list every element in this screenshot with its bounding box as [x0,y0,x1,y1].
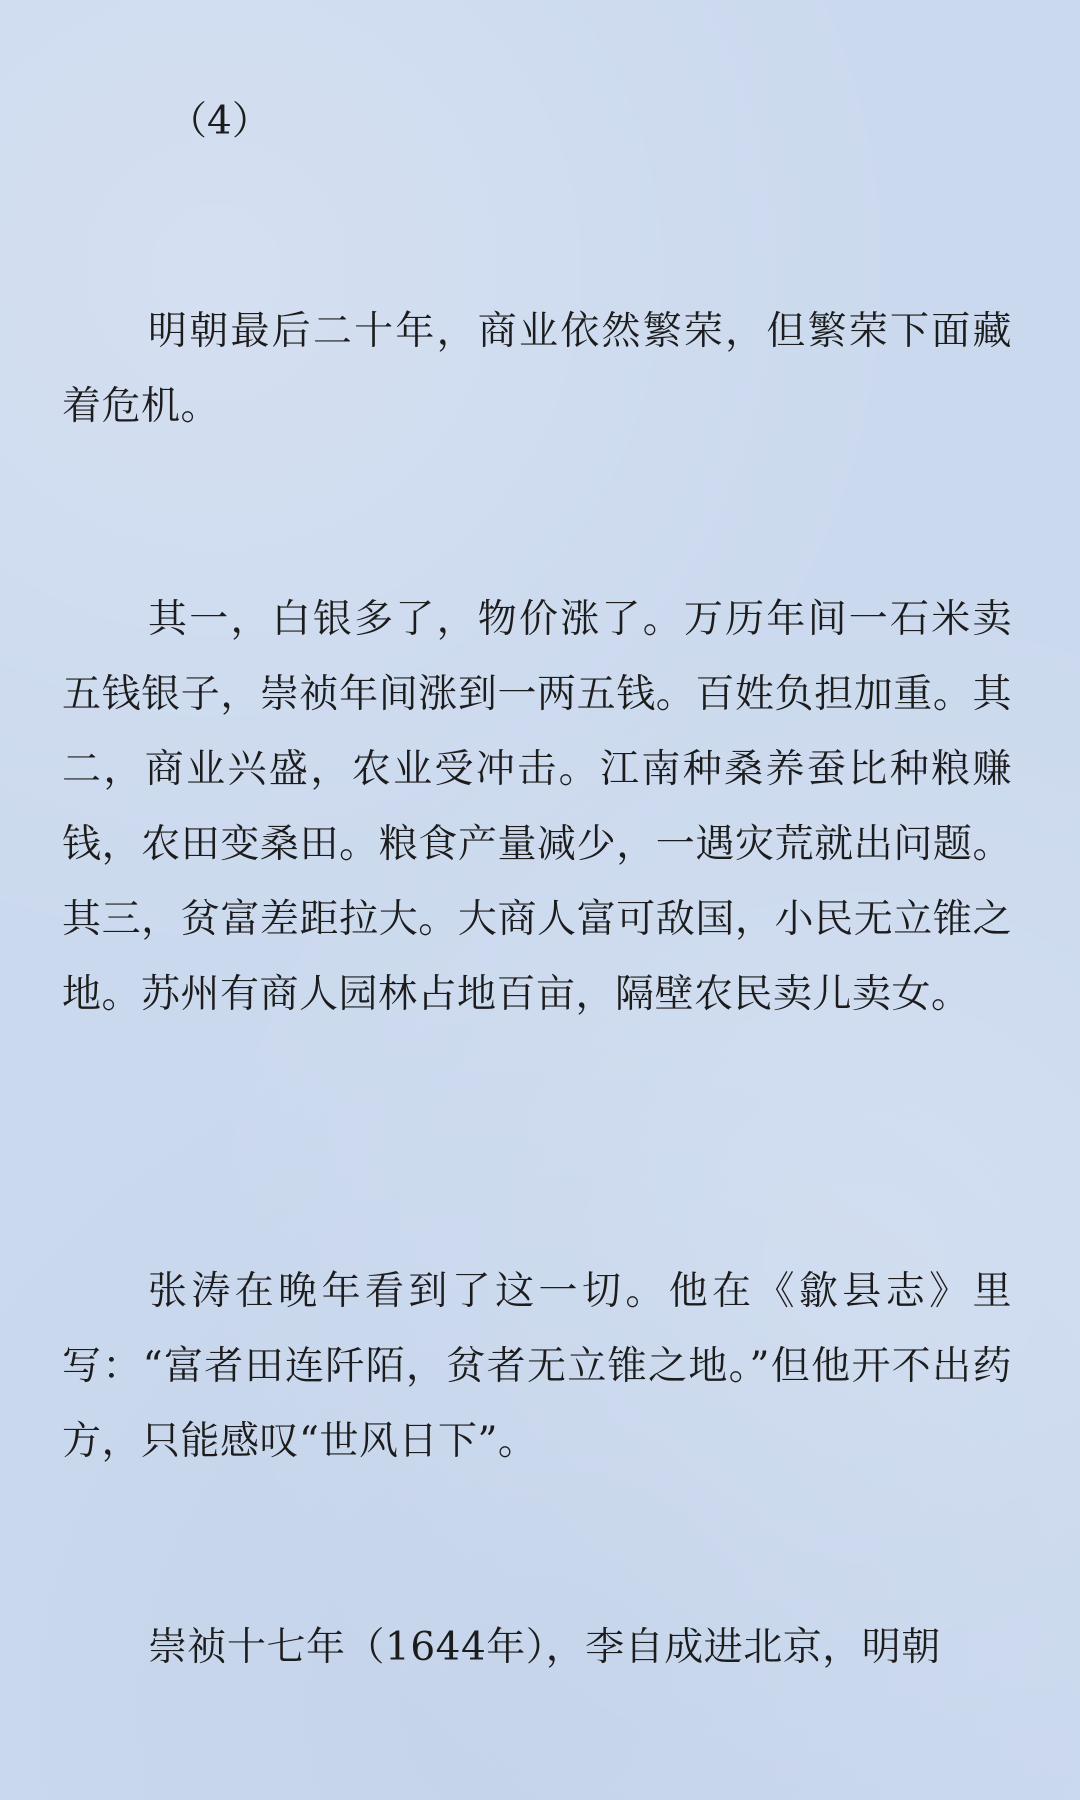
paragraph-3: 张涛在晚年看到了这一切。他在《歙县志》里写：“富者田连阡陌，贫者无立锥之地。”但他开不出药方，只能感叹“世风日下”。 [62,1269,1012,1464]
paragraph-4: 崇祯十七年（1644年），李自成进北京，明朝 [148,1625,941,1670]
section-number: （4） [168,99,271,144]
paragraph-2: 其一，白银多了，物价涨了。万历年间一石米卖五钱银子，崇祯年间涨到一两五钱。百姓负担加重。其二，商业兴盛，农业受冲击。江南种桑养蚕比种粮赚钱，农田变桑田。粮食产量减少，一遇灾荒就出问题。其三，贫富差距拉大。大商人富可敌国，小民无立锥之地。苏州有商人园林占地百亩，隔壁农民卖儿卖女。 [62,597,1012,1017]
document-page [62,0,1012,1800]
paragraph-1: 明朝最后二十年，商业依然繁荣，但繁荣下面藏着危机。 [62,309,1012,429]
